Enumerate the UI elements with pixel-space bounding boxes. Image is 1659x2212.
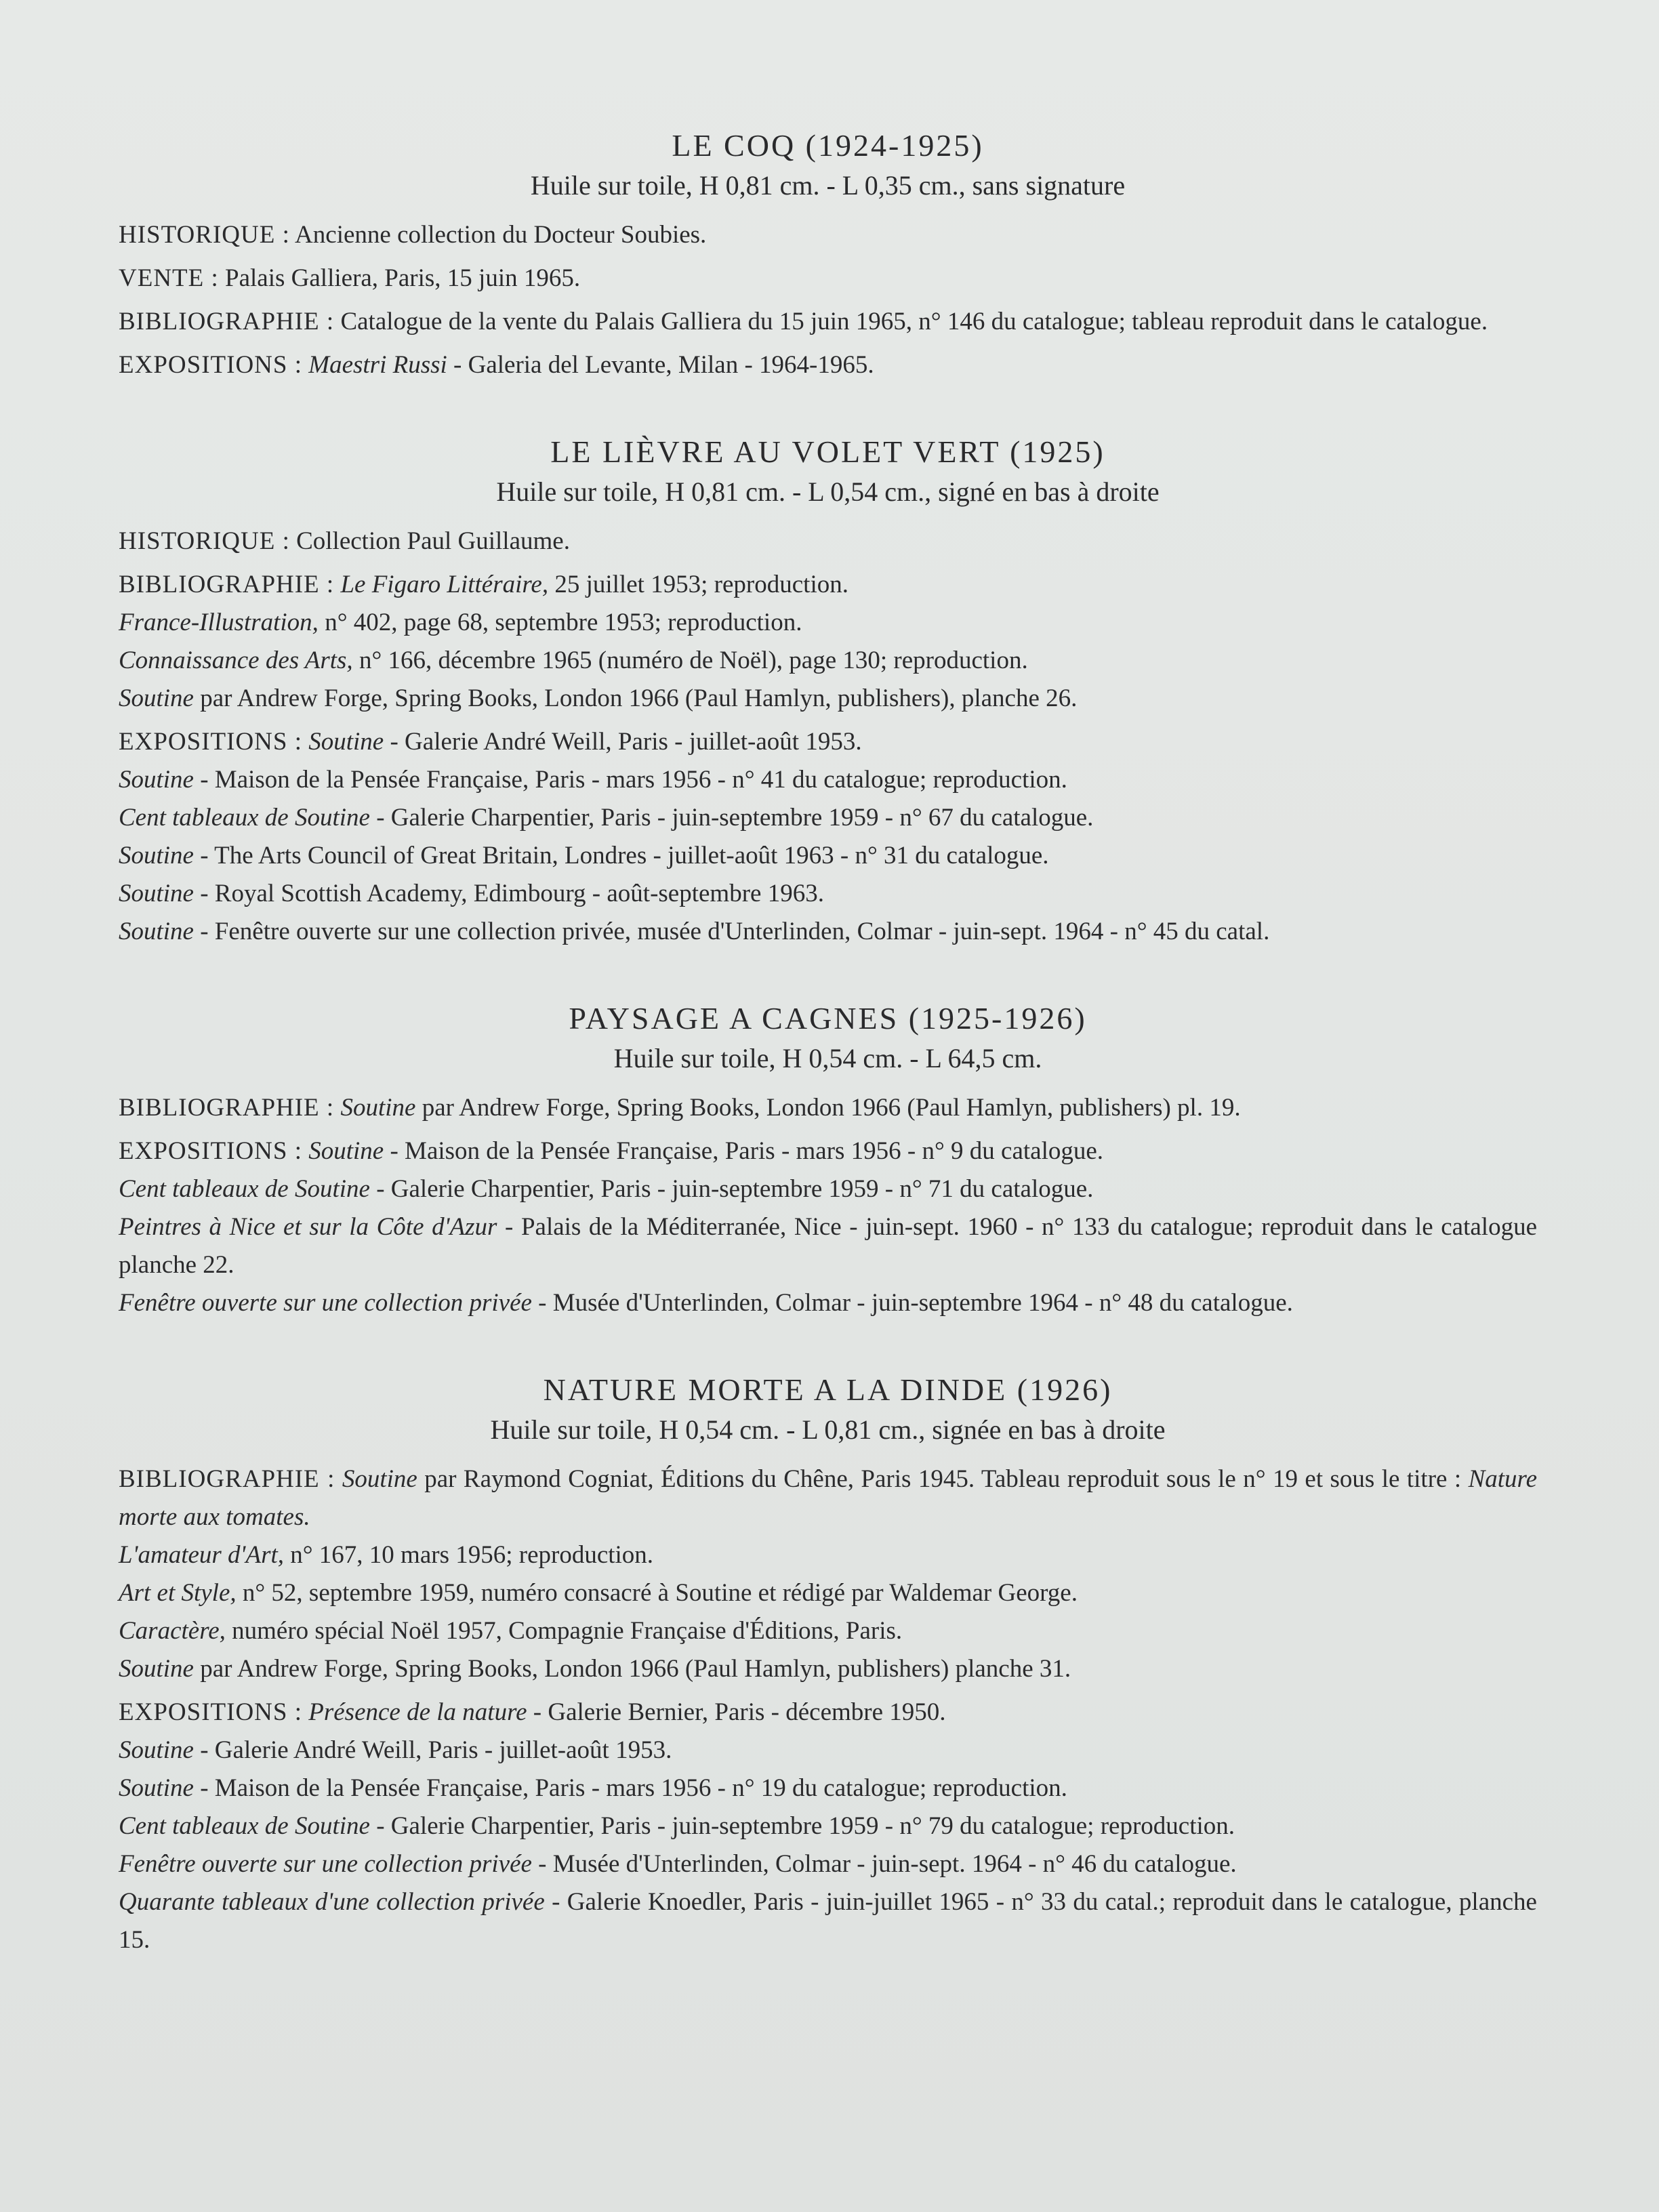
reference-line <box>119 1460 1537 1536</box>
reference-line <box>119 604 1537 642</box>
reference-text: - Galerie André Weill, Paris - juillet-août 1953. <box>384 728 862 756</box>
reference-text: - Musée d'Unterlinden, Colmar - juin-sept. 1964 - n° 46 du catalogue. <box>531 1850 1237 1878</box>
section-label: EXPOSITIONS : <box>119 351 302 379</box>
reference-line <box>119 566 1537 604</box>
reference-text: - Maison de la Pensée Française, Paris - mars 1956 - n° 9 du catalogue. <box>384 1137 1104 1165</box>
artwork-title: NATURE MORTE A LA DINDE (1926) <box>543 1372 1113 1407</box>
section-label: EXPOSITIONS : <box>119 1698 302 1726</box>
reference-line <box>119 1208 1537 1284</box>
publication-title: France-Illustration, <box>119 609 319 636</box>
reference-text: 25 juillet 1953; reproduction. <box>548 571 848 598</box>
artwork-title: LE COQ (1924-1925) <box>672 128 984 163</box>
artwork-entry <box>119 125 1537 384</box>
publication-title: Fenêtre ouverte sur une collection privée <box>119 1850 532 1878</box>
reference-text: par Andrew Forge, Spring Books, London 1966 (Paul Hamlyn, publishers), planche 26. <box>193 684 1078 712</box>
publication-title: L'amateur d'Art, <box>119 1541 285 1569</box>
reference-line <box>119 837 1537 875</box>
reference-line <box>119 642 1537 680</box>
reference-line <box>119 913 1537 951</box>
section-label: EXPOSITIONS : <box>119 728 302 756</box>
reference-text: Collection Paul Guillaume. <box>289 527 570 555</box>
reference-text: Ancienne collection du Docteur Soubies. <box>289 221 707 249</box>
publication-title: Cent tableaux de Soutine <box>119 804 370 832</box>
reference-line <box>119 723 1537 761</box>
publication-title: Peintres à Nice et sur la Côte d'Azur <box>119 1213 497 1241</box>
artwork-entry <box>119 432 1537 951</box>
reference-text: numéro spécial Noël 1957, Compagnie Française d'Éditions, Paris. <box>225 1617 903 1645</box>
reference-text: - Galeria del Levante, Milan - 1964-1965. <box>447 351 874 379</box>
reference-line <box>119 1769 1537 1807</box>
reference-text: - Fenêtre ouverte sur une collection privée, musée d'Unterlinden, Colmar - juin-sept. 1964 - n° 45 du catal. <box>193 918 1270 945</box>
artwork-title: PAYSAGE A CAGNES (1925-1926) <box>569 1001 1087 1036</box>
artwork-title: LE LIÈVRE AU VOLET VERT (1925) <box>550 434 1105 469</box>
reference-line <box>119 216 1537 254</box>
reference-line <box>119 761 1537 799</box>
reference-line <box>119 1694 1537 1732</box>
artwork-entry <box>119 1370 1537 1959</box>
publication-title: Soutine <box>119 880 194 907</box>
reference-text: - Galerie Charpentier, Paris - juin-septembre 1959 - n° 79 du catalogue; reproduction. <box>369 1812 1235 1840</box>
reference-line <box>119 523 1537 560</box>
publication-title: Soutine <box>308 1137 384 1165</box>
section-label: EXPOSITIONS : <box>119 1137 302 1165</box>
reference-text: - Galerie André Weill, Paris - juillet-août 1953. <box>193 1736 672 1764</box>
publication-title: Soutine <box>119 918 194 945</box>
reference-text: par Andrew Forge, Spring Books, London 1966 (Paul Hamlyn, publishers) planche 31. <box>193 1655 1071 1683</box>
publication-title: Maestri Russi <box>308 351 447 379</box>
reference-text: - The Arts Council of Great Britain, Londres - juillet-août 1963 - n° 31 du catalogue. <box>193 842 1049 869</box>
reference-text: - Maison de la Pensée Française, Paris - mars 1956 - n° 19 du catalogue; reproduction. <box>193 1774 1067 1802</box>
section-label: BIBLIOGRAPHIE : <box>119 1094 335 1122</box>
publication-title: Soutine <box>340 1094 416 1122</box>
reference-text: par Raymond Cogniat, Éditions du Chêne, Paris 1945. Tableau reproduit sous le n° 19 et sous le titre : <box>417 1465 1469 1493</box>
section-label: BIBLIOGRAPHIE : <box>119 308 335 335</box>
reference-line <box>119 799 1537 837</box>
section-label: BIBLIOGRAPHIE : <box>119 571 335 598</box>
section-label: BIBLIOGRAPHIE : <box>119 1465 335 1493</box>
reference-text: - Galerie Knoedler, Paris - juin-juillet 1965 - n° 33 du catal.; reproduit dans le catalogue, planche 15. <box>119 1888 1537 1954</box>
artwork-medium-dimensions: Huile sur toile, H 0,54 cm. - L 64,5 cm. <box>613 1043 1042 1073</box>
reference-text: - Palais de la Méditerranée, Nice - juin-sept. 1960 - n° 133 du catalogue; reproduit dans le catalogue planche 22. <box>119 1213 1537 1279</box>
reference-text: - Galerie Charpentier, Paris - juin-septembre 1959 - n° 67 du catalogue. <box>369 804 1094 832</box>
publication-title: Fenêtre ouverte sur une collection privée <box>119 1289 532 1317</box>
reference-line <box>119 1574 1537 1612</box>
publication-title: Soutine <box>119 1736 194 1764</box>
reference-line <box>119 346 1537 384</box>
reference-text: Palais Galliera, Paris, 15 juin 1965. <box>218 264 581 292</box>
reference-line <box>119 1536 1537 1574</box>
publication-title: Le Figaro Littéraire, <box>340 571 549 598</box>
publication-title: Quarante tableaux d'une collection privée <box>119 1888 545 1916</box>
reference-text: Catalogue de la vente du Palais Galliera du 15 juin 1965, n° 146 du catalogue; tableau reproduit dans le catalogue. <box>334 308 1488 335</box>
reference-text: n° 167, 10 mars 1956; reproduction. <box>284 1541 654 1569</box>
reference-line <box>119 1883 1537 1959</box>
reference-line <box>119 260 1537 298</box>
artwork-medium-dimensions: Huile sur toile, H 0,81 cm. - L 0,54 cm., signé en bas à droite <box>496 476 1160 507</box>
reference-line <box>119 1089 1537 1127</box>
reference-text: n° 402, page 68, septembre 1953; reproduction. <box>318 609 802 636</box>
reference-line <box>119 1732 1537 1769</box>
reference-line <box>119 1284 1537 1322</box>
reference-text: par Andrew Forge, Spring Books, London 1966 (Paul Hamlyn, publishers) pl. 19. <box>415 1094 1241 1122</box>
reference-text: - Musée d'Unterlinden, Colmar - juin-septembre 1964 - n° 48 du catalogue. <box>531 1289 1293 1317</box>
section-label: VENTE : <box>119 264 219 292</box>
publication-title: Soutine <box>119 766 194 794</box>
section-label: HISTORIQUE : <box>119 527 290 555</box>
publication-title: Caractère, <box>119 1617 226 1645</box>
reference-line <box>119 875 1537 913</box>
publication-title: Présence de la nature <box>308 1698 527 1726</box>
artwork-medium-dimensions: Huile sur toile, H 0,54 cm. - L 0,81 cm., signée en bas à droite <box>490 1414 1166 1445</box>
alternate-title: Nature morte aux tomates. <box>119 1465 1538 1531</box>
entries-container <box>119 125 1537 1959</box>
artwork-medium-dimensions: Huile sur toile, H 0,81 cm. - L 0,35 cm., sans signature <box>530 170 1126 201</box>
artwork-entry <box>119 998 1537 1322</box>
publication-title: Soutine <box>119 1655 194 1683</box>
reference-text: - Galerie Charpentier, Paris - juin-septembre 1959 - n° 71 du catalogue. <box>369 1175 1094 1203</box>
reference-line <box>119 680 1537 718</box>
publication-title: Soutine <box>342 1465 417 1493</box>
reference-text: n° 52, septembre 1959, numéro consacré à Soutine et rédigé par Waldemar George. <box>236 1579 1078 1607</box>
reference-line <box>119 1845 1537 1883</box>
reference-line <box>119 1612 1537 1650</box>
reference-line <box>119 1132 1537 1170</box>
publication-title: Soutine <box>119 1774 194 1802</box>
reference-text: - Royal Scottish Academy, Edimbourg - août-septembre 1963. <box>193 880 824 907</box>
publication-title: Soutine <box>119 684 194 712</box>
reference-line <box>119 1807 1537 1845</box>
publication-title: Cent tableaux de Soutine <box>119 1812 370 1840</box>
reference-line <box>119 1650 1537 1688</box>
publication-title: Cent tableaux de Soutine <box>119 1175 370 1203</box>
reference-line <box>119 303 1537 341</box>
publication-title: Connaissance des Arts, <box>119 647 353 674</box>
reference-text: - Maison de la Pensée Française, Paris - mars 1956 - n° 41 du catalogue; reproduction. <box>193 766 1067 794</box>
reference-text: n° 166, décembre 1965 (numéro de Noël), page 130; reproduction. <box>352 647 1028 674</box>
reference-text: - Galerie Bernier, Paris - décembre 1950. <box>527 1698 946 1726</box>
publication-title: Soutine <box>119 842 194 869</box>
reference-line <box>119 1170 1537 1208</box>
section-label: HISTORIQUE : <box>119 221 290 249</box>
publication-title: Soutine <box>308 728 384 756</box>
publication-title: Art et Style, <box>119 1579 237 1607</box>
